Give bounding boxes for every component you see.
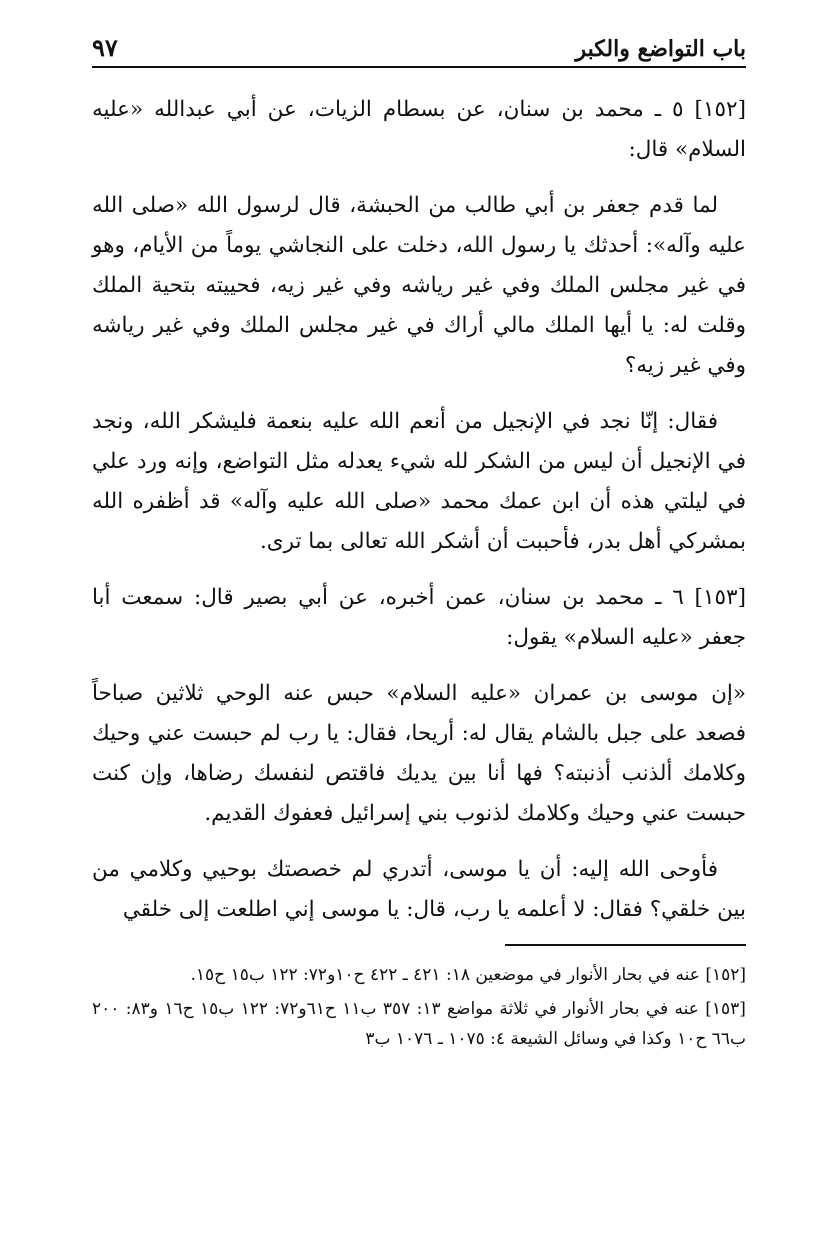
- hadith-152-text: لما قدم جعفر بن أبي طالب من الحبشة، قال لرسول الله «صلى الله عليه وآله»: أحدثك يا رسول الله، دخلت على النجاشي يوماً من الأيام، وهو في غير مجلس الملك وفي غير رياشه وفي غير زيه، فحييته بتحية الملك وقلت له: يا أيها الملك مالي أراك في غير مجلس الملك وفي غير رياشه وفي غير زيه؟: [92, 193, 746, 378]
- hadith-153-chain: [١٥٣] ٦ ـ محمد بن سنان، عمن أخبره، عن أبي بصير قال: سمعت أبا جعفر «عليه السلام» يقول:: [92, 585, 746, 650]
- footnote-153: [١٥٣] عنه في بحار الأنوار في ثلاثة مواضع ١٣: ٣٥٧ ب١١ ح٦١و٧٢: ١٢٢ ب١٥ ح١٦ و٨٣: ٢٠٠ ب٦٦ ح١٠ وكذا في وسائل الشيعة ٤: ١٠٧٥ ـ ١٠٧٦ ب٣: [92, 999, 746, 1049]
- footnote-152: [١٥٢] عنه في بحار الأنوار في موضعين ١٨: ٤٢١ ـ ٤٢٢ ح١٠و٧٢: ١٢٢ ب١٥ ح١٥.: [190, 965, 746, 985]
- hadith-152-chain: [١٥٢] ٥ ـ محمد بن سنان، عن بسطام الزيات، عن أبي عبدالله «عليه السلام» قال:: [92, 97, 746, 162]
- hadith-153-text: «إن موسى بن عمران «عليه السلام» حبس عنه الوحي ثلاثين صباحاً فصعد على جبل بالشام يقال له: أريحا، فقال: يا رب لم حبست عني وحيك وكلامك ألذنب أذنبته؟ فها أنا بين يديك فاقتص لنفسك رضاها، وإن كنت حبست عني وحيك وكلامك لذنوب بني إسرائيل فعفوك القديم.: [92, 681, 746, 826]
- main-text: [92, 90, 746, 946]
- running-header: [92, 22, 746, 68]
- page-number: ٩٧: [92, 33, 118, 62]
- chapter-title: باب التواضع والكبر: [575, 36, 746, 62]
- footnotes: [92, 960, 746, 1058]
- hadith-153-continuation: فأوحى الله إليه: أن يا موسى، أتدري لم خصصتك بوحيي وكلامي من بين خلقي؟ فقال: لا أعلمه يا رب، قال: يا موسى إني اطلعت إلى خلقي: [92, 857, 746, 922]
- footnote-divider: [505, 944, 746, 946]
- hadith-152-reply: فقال: إنّا نجد في الإنجيل من أنعم الله عليه بنعمة فليشكر الله، ونجد في الإنجيل أن ليس من الشكر لله شيء يعدله مثل التواضع، وإنه ورد علي في ليلتي هذه أن ابن عمك محمد «صلى الله عليه وآله» قد أظفره الله بمشركي أهل بدر، فأحببت أن أشكر الله تعالى بما ترى.: [92, 409, 746, 554]
